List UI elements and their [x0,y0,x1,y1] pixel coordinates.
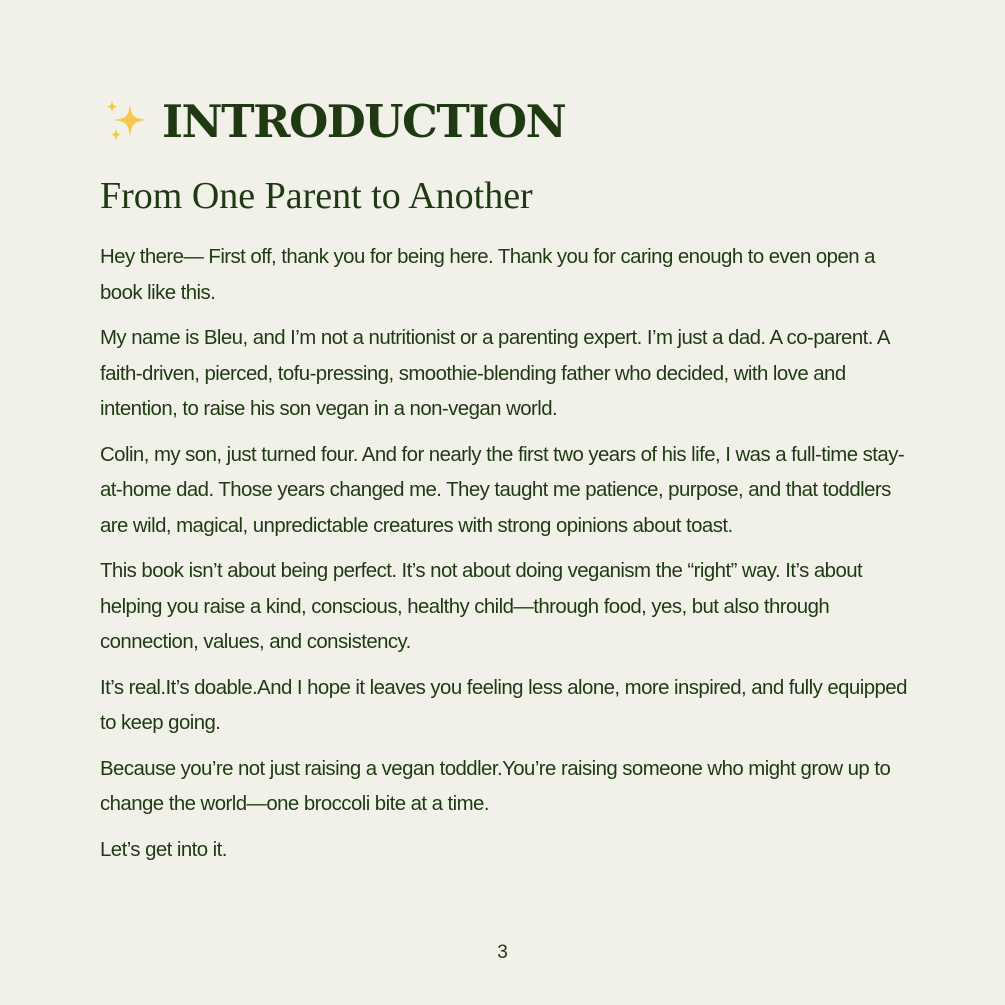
paragraph: It’s real.It’s doable.And I hope it leaves you feeling less alone, more inspired, and fully equipped to keep going. [100,676,907,734]
paragraph: Hey there— First off, thank you for being here. Thank you for caring enough to even open a book like this. [100,246,875,304]
chapter-heading [100,94,565,150]
paragraph: My name is Bleu, and I’m not a nutritionist or a parenting expert. I’m just a dad. A co-parent. A faith-driven, pierced, tofu-pressing, smoothie-blending father who decided, with love and intention, to raise his son vegan in a non-vegan world. [100,327,889,420]
page-title: INTRODUCTION [162,95,566,148]
page-subtitle: From One Parent to Another [100,175,533,217]
paragraph: Because you’re not just raising a vegan toddler.You’re raising someone who might grow up to change the world—one broccoli bite at a time. [100,757,891,815]
paragraph: Let’s get into it. [100,838,227,861]
paragraph: Colin, my son, just turned four. And for nearly the first two years of his life, I was a full-time stay-at-home dad. Those years changed me. They taught me patience, purpose, and that toddlers are wild, magical, unpredictable creatures with strong opinions about toast. [100,443,905,537]
sparkles-icon [100,96,152,148]
body-text [100,240,910,878]
paragraph: This book isn’t about being perfect. It’s not about doing veganism the “right” way. It’s about helping you raise a kind, conscious, healthy child—through food, yes, but also through connection, values, and consistency. [100,560,863,653]
document-page [100,0,910,1005]
page-number: 3 [497,942,508,963]
